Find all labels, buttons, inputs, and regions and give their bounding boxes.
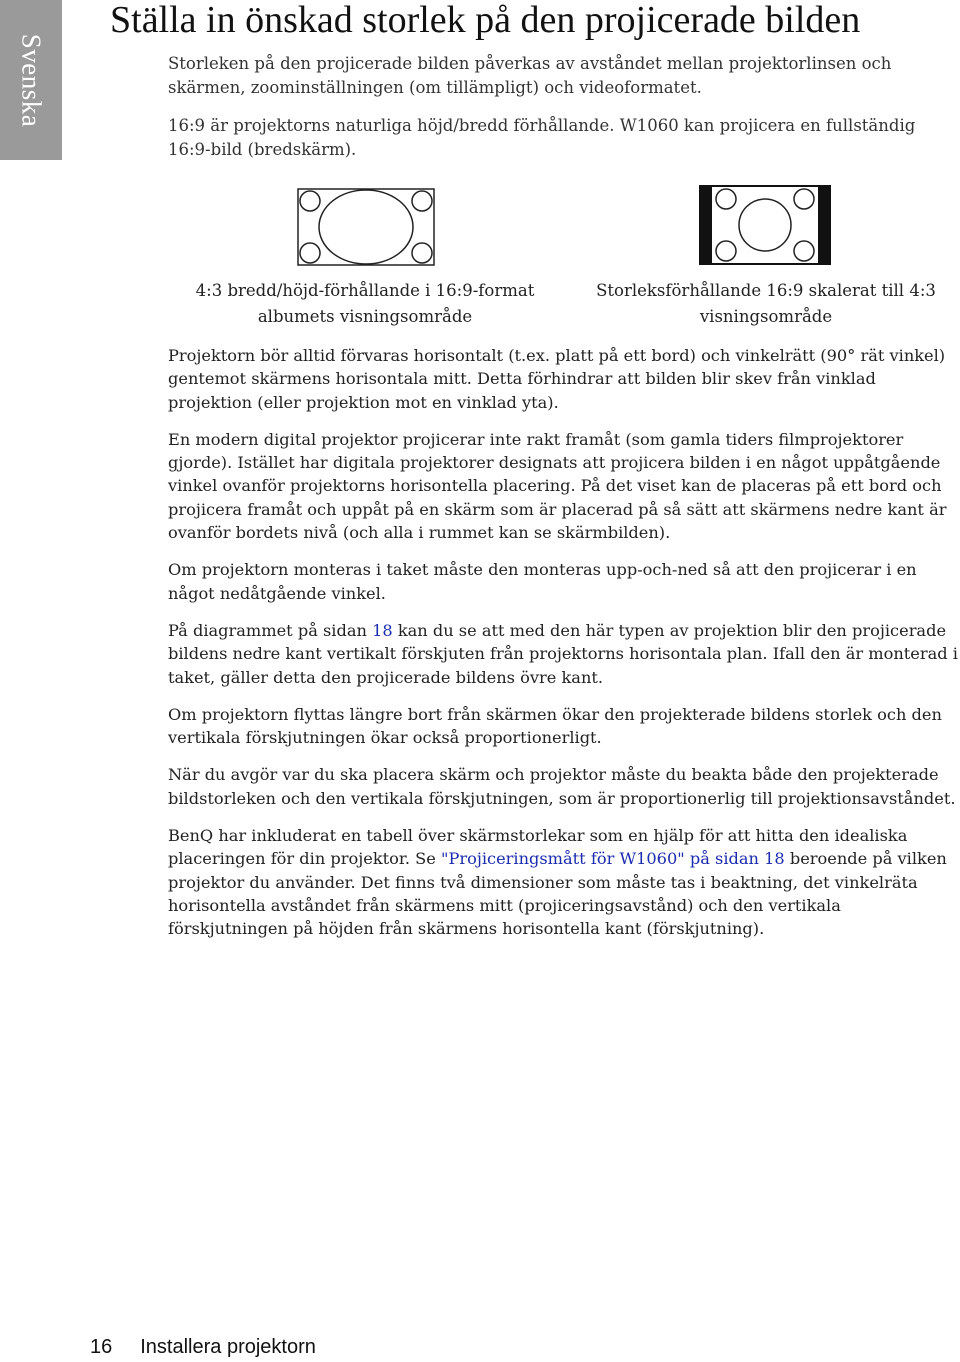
paragraph-2: En modern digital projektor projicerar inte rakt framåt (som gamla tiders filmprojektorer gjorde). Istället har digitala projektorer designats att projicera bilden i en något uppåtgående vinkel ovanför projektorns horisontella placering. På det viset kan de placeras på ett bord och projicera framåt och uppåt på en skärm som är placerad på så sätt att skärmens nedre kant är ovanför bordets nivå (och alla i rummet kan se skärmbilden).: [168, 429, 947, 543]
aspect-4-3-diagram: [297, 188, 435, 266]
figure-2-caption-line-1: Storleksförhållande 16:9 skalerat till 4:3: [596, 281, 936, 300]
body-text: [168, 344, 958, 955]
projection-dimensions-link[interactable]: "Projiceringsmått för W1060" på sidan 18: [441, 849, 785, 869]
paragraph-7: [168, 824, 958, 940]
figure-1-caption-line-1: 4:3 bredd/höjd-förhållande i 16:9-format: [195, 281, 535, 300]
figure-16-9-in-4-3: [698, 184, 832, 266]
intro-paragraph-2: 16:9 är projektorns naturliga höjd/bredd förhållande. W1060 kan projicera en fullständig 16:9-bild (bredskärm).: [168, 116, 916, 159]
paragraph-7-text-b: beroende på vilken projektor du använder. Det finns två dimensioner som måste tas i beaktning, det vinkelräta horisontella avståndet från skärmens mitt (projiceringsavstånd) och den vertikala förskjutningen på höjden från skärmens horisontella kant (förskjutning).: [168, 849, 947, 939]
intro-paragraph-1: Storleken på den projicerade bilden påverkas av avståndet mellan projektorlinsen och skärmen, zoominställningen (om tillämpligt) och videoformatet.: [168, 54, 892, 97]
page-footer: [90, 1336, 316, 1359]
page-title: Ställa in önskad storlek på den projicerade bilden: [110, 0, 861, 41]
figure-4-3-in-16-9: [297, 188, 435, 266]
paragraph-3: Om projektorn monteras i taket måste den monteras upp-och-ned så att den projicerar i en något nedåtgående vinkel.: [168, 560, 917, 603]
figure-1-caption-line-2: albumets visningsområde: [257, 307, 473, 326]
paragraph-5: Om projektorn flyttas längre bort från skärmen ökar den projekterade bildens storlek och den vertikala förskjutningen ökar också proportionerligt.: [168, 704, 942, 748]
paragraph-4-text-b: kan du se att med den här typen av projektion blir den projicerade bildens nedre kant vertikalt förskjuten från projektorns horisontala plan. Ifall den är monterad i taket, gäller detta den projicerade bildens övre kant.: [168, 620, 958, 687]
page-number: 16: [90, 1336, 113, 1358]
page-18-link[interactable]: 18: [372, 620, 393, 640]
paragraph-1: Projektorn bör alltid förvaras horisontalt (t.ex. platt på ett bord) och vinkelrätt (90° rät vinkel) gentemot skärmens horisontala mitt. Detta förhindrar att bilden blir skev från vinklad projektion (eller projektion mot en vinklad yta).: [168, 346, 946, 412]
figure-2-caption-line-2: visningsområde: [699, 307, 833, 326]
language-tab: [0, 0, 62, 160]
figure-2-caption: [578, 278, 954, 330]
figure-1-caption: [160, 278, 570, 330]
paragraph-4-text-a: På diagrammet på sidan: [168, 620, 373, 640]
language-tab-label: Svenska: [16, 33, 47, 127]
paragraph-7-text-a: BenQ har inkluderat en tabell över skärmstorlekar som en hjälp för att hitta den idealiska placeringen för din projektor. Se: [168, 826, 908, 869]
footer-section-title: Installera projektorn: [140, 1336, 316, 1358]
aspect-16-9-diagram: [698, 184, 832, 266]
paragraph-4: [168, 619, 958, 689]
paragraph-6: När du avgör var du ska placera skärm och projektor måste du beakta både den projekterade bildstorleken och den vertikala förskjutningen, som är proportionerlig till projektionsavståndet.: [168, 765, 956, 808]
